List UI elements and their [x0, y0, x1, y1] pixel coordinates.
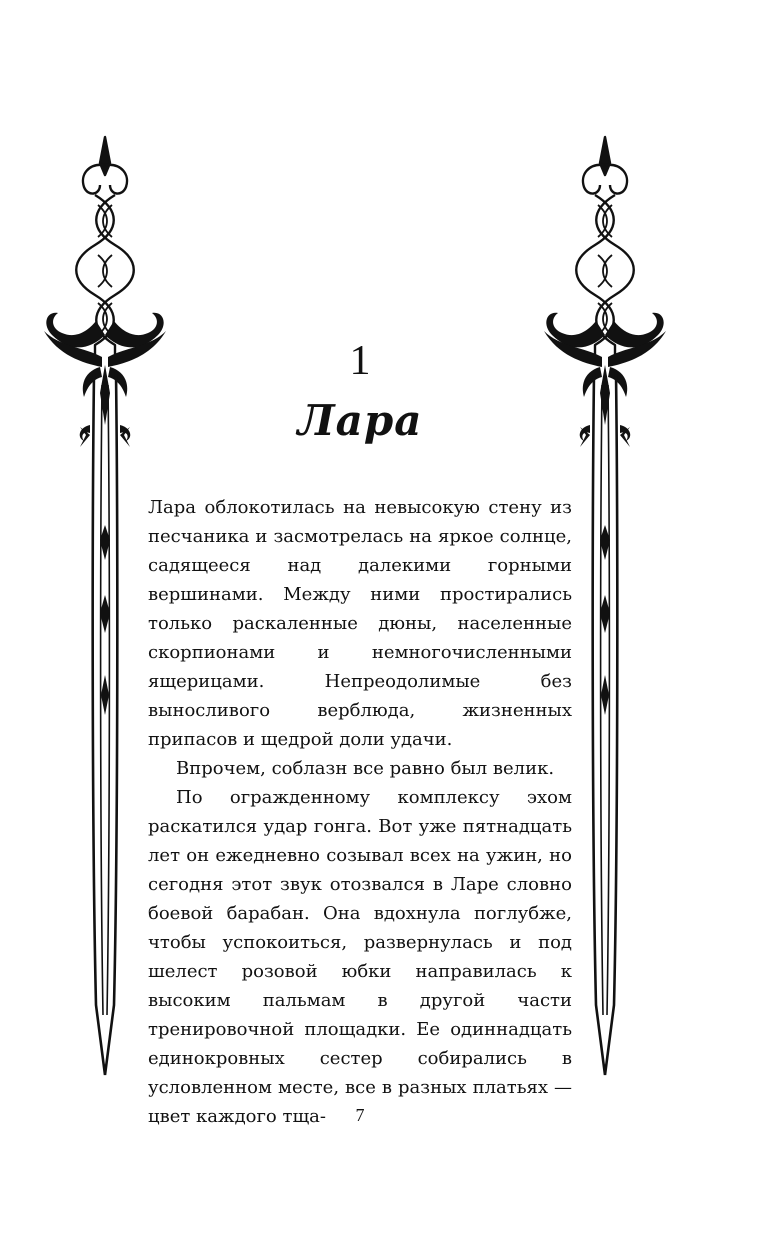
paragraph-1: Лара облокотилась на невысокую стену из песчаника и засмотрелась на яркое солнце, садящееся над далекими горными вершинами. Между ними простирались только раскаленные дюны, населенные скорпионами и немногочисленными ящерицами. Непреодолимые без выносливого верблюда, жизненных припасов и щедрой доли удачи. [148, 497, 572, 750]
chapter-text [148, 493, 572, 1131]
paragraph-2: Впрочем, соблазн все равно был велик. [176, 758, 555, 779]
chapter-number: 1 [349, 338, 371, 384]
chapter-title: Лара [297, 396, 423, 445]
page-number: 7 [355, 1105, 365, 1125]
paragraph-3: По огражденному комплексу эхом раскатился удар гонга. Вот уже пятнадцать лет он ежедневно созывал всех на ужин, но сегодня этот звук отозвался в Ларе словно боевой барабан. Она вдохнула поглубже, чтобы успокоиться, развернулась и под шелест розовой юбки направилась к высоким пальмам в другой части тренировочной площадки. Ее одиннадцать единокровных сестер собирались в условленном месте, все в разных платьях — цвет каждого тща- [148, 787, 572, 1127]
